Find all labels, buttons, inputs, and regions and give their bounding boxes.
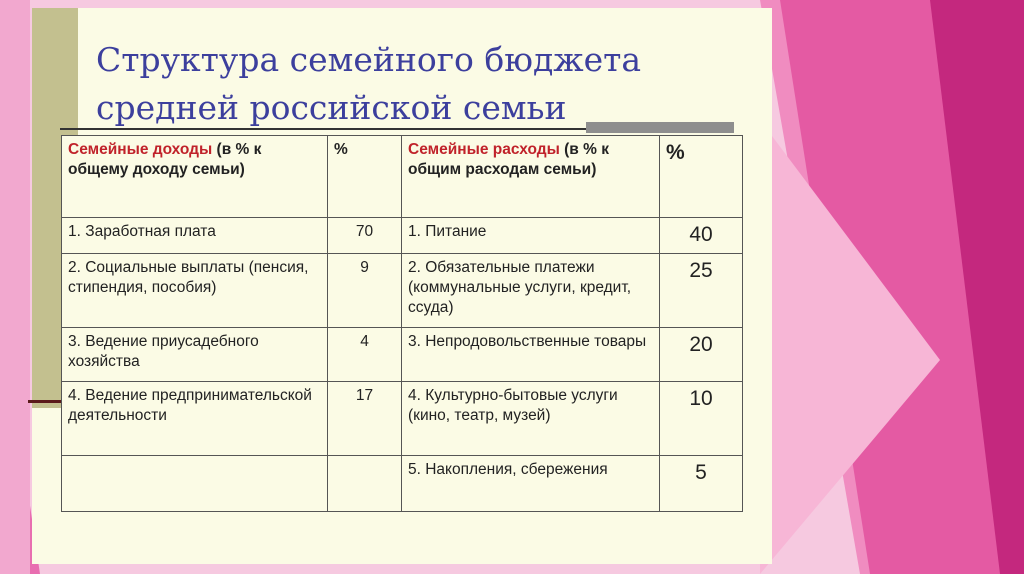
- title-line-1: Структура семейного бюджета: [96, 40, 642, 79]
- income-cell: [62, 456, 328, 512]
- income-cell: 3. Ведение приусадебного хозяйства: [62, 328, 328, 382]
- expense-cell: 1. Питание: [402, 218, 660, 254]
- expense-header-label: Семейные расходы: [408, 141, 560, 158]
- income-header: [62, 136, 328, 218]
- income-pct-cell: 9: [328, 254, 402, 328]
- expense-cell: 5. Накопления, сбережения: [402, 456, 660, 512]
- table-header-row: [62, 136, 743, 218]
- income-pct-cell: 4: [328, 328, 402, 382]
- income-cell: 2. Социальные выплаты (пенсия, стипендия, пособия): [62, 254, 328, 328]
- income-header-note: (в % к общему доходу семьи): [68, 141, 262, 178]
- table-row: [62, 254, 743, 328]
- expense-cell: 4. Культурно-бытовые услуги (кино, театр, музей): [402, 382, 660, 456]
- expense-header: [402, 136, 660, 218]
- table-row: [62, 382, 743, 456]
- table-row: [62, 456, 743, 512]
- expense-cell: 2. Обязательные платежи (коммунальные услуги, кредит, ссуда): [402, 254, 660, 328]
- income-pct-cell: [328, 456, 402, 512]
- expense-header-note: (в % к общим расходам семьи): [408, 141, 609, 178]
- income-pct-cell: 70: [328, 218, 402, 254]
- title-line-2: средней российской семьи: [96, 88, 567, 127]
- expense-pct-cell: 5: [660, 456, 743, 512]
- income-cell: 4. Ведение предпринимательской деятельности: [62, 382, 328, 456]
- income-pct-cell: 17: [328, 382, 402, 456]
- page-title: [96, 36, 736, 132]
- expense-pct-cell: 10: [660, 382, 743, 456]
- expense-pct-cell: 40: [660, 218, 743, 254]
- budget-table: [61, 135, 743, 512]
- expense-pct-cell: 25: [660, 254, 743, 328]
- income-header-label: Семейные доходы: [68, 141, 213, 158]
- expense-pct-header: %: [660, 136, 743, 218]
- title-underline: [60, 128, 586, 130]
- income-pct-header: %: [328, 136, 402, 218]
- table-row: [62, 328, 743, 382]
- income-cell: 1. Заработная плата: [62, 218, 328, 254]
- expense-pct-cell: 20: [660, 328, 743, 382]
- table-row: [62, 218, 743, 254]
- expense-cell: 3. Непродовольственные товары: [402, 328, 660, 382]
